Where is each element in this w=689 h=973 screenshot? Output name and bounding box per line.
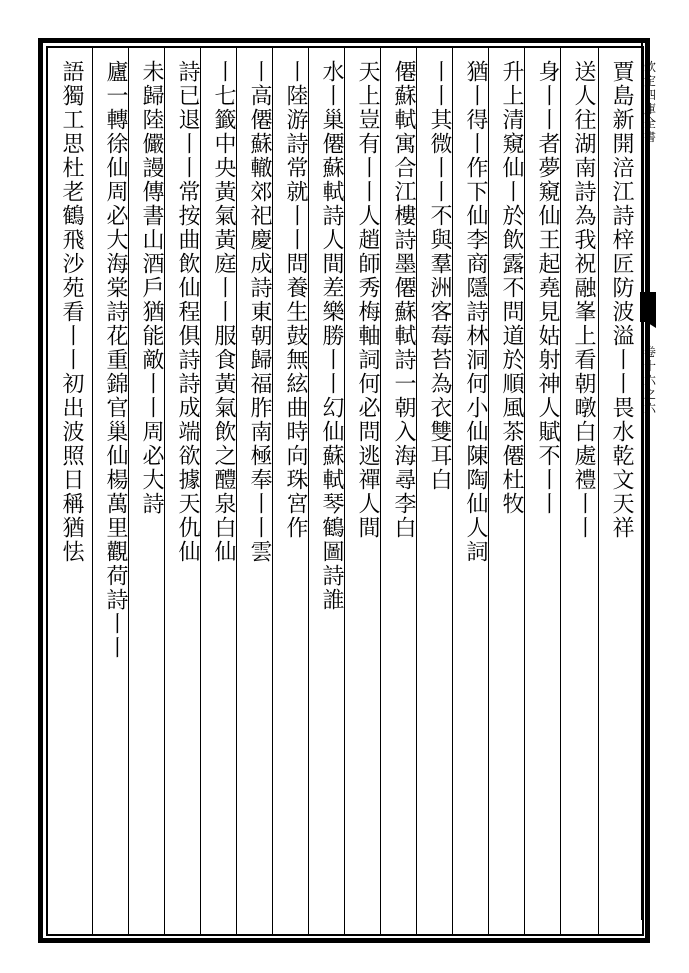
text-column: 猶丨得丨作下仙李商隱詩林洞何小仙陳陶仙人詞 bbox=[463, 60, 488, 564]
text-column: 丨陸游詩常就丨丨問養生鼓無絃曲時向珠宮作 bbox=[283, 60, 308, 540]
text-column: 詩已退丨丨常按曲飲仙程俱詩詩成端欲據天仇仙 bbox=[175, 60, 200, 564]
column-rule bbox=[92, 48, 93, 934]
text-column: 丨丨其微丨丨不與羣洲客莓苔為衣雙耳白 bbox=[427, 60, 452, 492]
text-column: 送人往湖南詩為我祝融峯上看朝暾白處禮丨丨 bbox=[571, 60, 596, 540]
text-column: 語獨工思杜老鶴飛沙苑看丨丨初出波照日稱猶怯 bbox=[59, 60, 84, 564]
text-column: 丨七籤中央黃氣黃庭丨丨服食黃氣飲之醴泉白仙 bbox=[211, 60, 236, 564]
text-column: 僊蘇軾寓合江樓詩墨僊蘇軾詩一朝入海尋李白 bbox=[391, 60, 416, 540]
text-column: 未歸陸儼謾傳書山酒戶猶能敵丨丨周必大詩 bbox=[139, 60, 164, 516]
fore-edge-strip bbox=[641, 40, 655, 920]
fore-edge-volume: 卷十六之六 bbox=[643, 345, 656, 415]
text-column: 升上清窺仙丨於飲露不問道於順風茶僊杜牧 bbox=[499, 60, 524, 516]
text-column: 天上豈有丨丨人趙師秀梅軸詞何必問逃禪人間 bbox=[355, 60, 380, 540]
fold-mark-tail bbox=[640, 318, 656, 328]
text-column: 水丨巢僊蘇軾詩人間差樂勝丨丨幻仙蘇軾琴鶴圖詩誰 bbox=[319, 60, 344, 612]
text-column: 丨高僊蘇轍郊祀慶成詩東朝歸福胙南極奉丨丨雲 bbox=[247, 60, 272, 564]
text-column: 廬一轉徐仙周必大海棠詩花重錦官巢仙楊萬里觀荷詩丨丨 bbox=[103, 60, 128, 660]
fore-edge-title: 欽定四庫全書 bbox=[643, 60, 656, 144]
text-column: 身丨丨者夢窺仙王起堯見姑射神人賦不丨丨 bbox=[535, 60, 560, 516]
text-column: 賈島新開涪江詩梓匠防波溢丨丨畏水乾文天祥 bbox=[609, 60, 634, 540]
